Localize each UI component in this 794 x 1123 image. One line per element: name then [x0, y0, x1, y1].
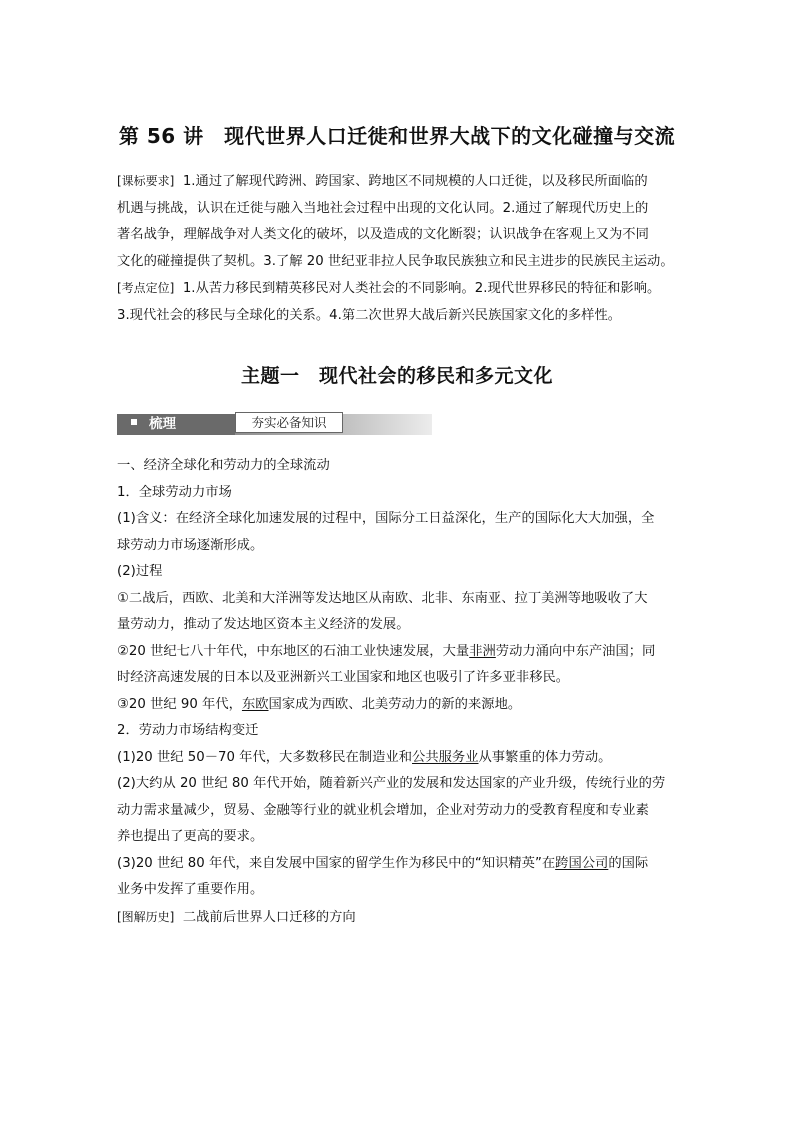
process-item-2-line-2: 时经济高速发展的日本以及亚洲新兴工业国家和地区也吸引了许多亚非移民。 [117, 670, 570, 685]
definition-line-1: (1)含义：在经济全球化加速发展的过程中，国际分工日益深化，生产的国际化大大加强，全 [117, 511, 655, 526]
body-content [117, 453, 682, 931]
process-item-3 [117, 692, 682, 719]
text-segment: 从事繁重的体力劳动。 [478, 749, 612, 765]
definition-line-2: 球劳动力市场逐渐形成。 [117, 537, 264, 553]
process-heading: (2)过程 [117, 564, 163, 579]
illustration-caption [117, 904, 682, 932]
text-segment: ②20 世纪七八十年代，中东地区的石油工业快速发展，大量 [117, 643, 470, 659]
underlined-term: 非洲 [469, 643, 496, 659]
structure-item-2-line-3: 养也提出了更高的要求。 [117, 829, 264, 844]
text-segment: 劳动力涌向中东产油国；同 [495, 643, 656, 659]
text-segment: 国家成为西欧、北美劳动力的新的来源地。 [268, 696, 522, 712]
requirements-text: 1.通过了解现代跨洲、跨国家、跨地区不同规模的人口迁徙，以及移民所面临的 [182, 174, 648, 189]
banner-box-label: 夯实必备知识 [235, 412, 343, 433]
structure-item-2-line-2: 动力需求量减少，贸易、金融等行业的就业机会增加，企业对劳动力的受教育程度和专业素 [117, 802, 649, 818]
process-item-1-line-1: ①二战后，西欧、北美和大洋洲等发达地区从南欧、北非、东南亚、拉丁美洲等地吸收了大 [117, 590, 648, 606]
theme-title: 主题一 现代社会的移民和多元文化 [240, 365, 553, 387]
square-bullet-icon [131, 419, 137, 425]
requirements-line-3: 著名战争，理解战争对人类文化的破坏，以及造成的文化断裂；认识战争在客观上又为不同 [117, 227, 649, 242]
exam-focus-line-1 [117, 275, 682, 303]
exam-focus-tag: [考点定位] [117, 281, 175, 295]
subheading-1: 1．全球劳动力市场 [117, 484, 232, 500]
requirements-line-2: 机遇与挑战，认识在迁徙与融入当地社会过程中出现的文化认同。2.通过了解现代历史上的 [117, 200, 649, 216]
underlined-term: 跨国公司 [555, 855, 609, 871]
requirements-tag: [课标要求] [117, 174, 175, 188]
lecture-title: 第 56 讲 现代世界人口迁徙和世界大战下的文化碰撞与交流 [118, 124, 676, 148]
exam-focus-text: 1.从苦力移民到精英移民对人类社会的不同影响。2.现代世界移民的特征和影响。 [182, 281, 661, 296]
text-segment: (3)20 世纪 80 年代，来自发展中国家的留学生作为移民中的“知识精英”在 [117, 855, 556, 871]
process-item-2-line-1 [117, 639, 682, 666]
structure-item-3-line-2: 业务中发挥了重要作用。 [117, 882, 264, 897]
requirements-line-1 [117, 168, 682, 196]
banner-label: 梳理 [117, 414, 235, 435]
illustration-text: 二战前后世界人口迁移的方向 [182, 909, 356, 925]
text-segment: 的国际 [608, 855, 649, 871]
curriculum-requirements [117, 168, 682, 329]
section-heading: 一、经济全球化和劳动力的全球流动 [117, 458, 330, 473]
text-segment: ③20 世纪 90 年代， [117, 696, 242, 712]
illustration-tag: [图解历史] [117, 909, 175, 924]
underlined-term: 公共服务业 [412, 749, 479, 765]
underlined-term: 东欧 [241, 696, 269, 712]
structure-item-2-line-1: (2)大约从 20 世纪 80 年代开始，随着新兴产业的发展和发达国家的产业升级，传统行业的劳 [117, 776, 666, 791]
process-item-1-line-2: 量劳动力，推动了发达地区资本主义经济的发展。 [117, 617, 410, 632]
structure-item-1 [117, 745, 682, 772]
subheading-2: 2．劳动力市场结构变迁 [117, 723, 259, 738]
section-banner [117, 411, 432, 437]
text-segment: (1)20 世纪 50－70 年代，大多数移民在制造业和 [117, 749, 413, 765]
requirements-line-4: 文化的碰撞提供了契机。3.了解 20 世纪亚非拉人民争取民族独立和民主进步的民族民主运动。 [117, 253, 674, 269]
exam-focus-line-2: 3.现代社会的移民与全球化的关系。4.第二次世界大战后新兴民族国家文化的多样性。 [117, 307, 622, 323]
structure-item-3-line-1 [117, 851, 682, 878]
